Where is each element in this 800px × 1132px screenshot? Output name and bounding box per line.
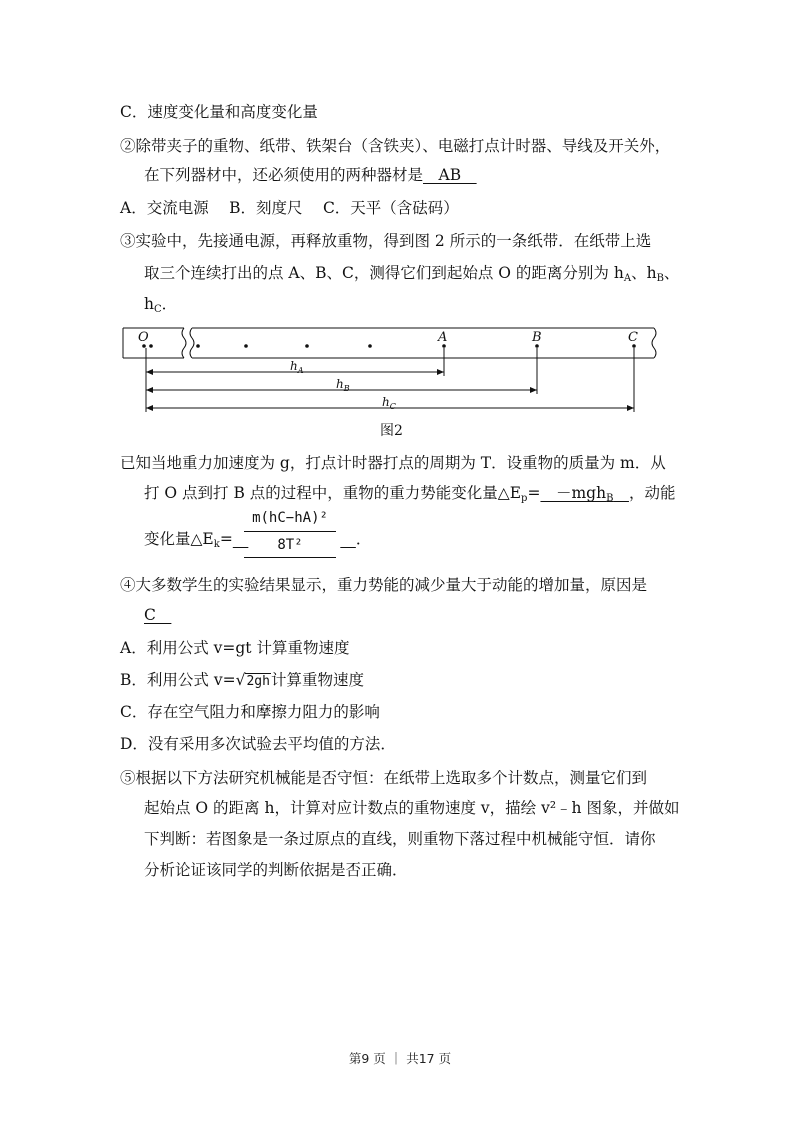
q2-line-2: 在下列器材中，还必须使用的两种器材是 AB xyxy=(144,166,477,184)
q5-line-2: 起始点 O 的距离 h，计算对应计数点的重物速度 v，描绘 v²﹣h 图象，并做如 xyxy=(144,799,680,817)
figure-caption: 图2 xyxy=(380,423,403,439)
hc-label: $h_C$ xyxy=(382,395,396,411)
point-c-label: C xyxy=(628,330,638,345)
q2-options: A．交流电源 B．刻度尺 C．天平（含砝码） xyxy=(120,199,459,217)
q4-option-a: A．利用公式 v=gt 计算重物速度 xyxy=(120,639,350,657)
tape-left-break xyxy=(182,328,186,358)
q4-line-1: ④大多数学生的实验结果显示，重力势能的减少量大于动能的增加量，原因是 xyxy=(120,576,648,594)
tape-end-break xyxy=(652,328,656,358)
known-line-2: 打 O 点到打 B 点的过程中，重物的重力势能变化量$\triangle E_p=$ －mgh$_B$ ，动能 xyxy=(144,484,676,504)
tape-dot xyxy=(149,344,153,348)
ek-denominator: 8T² xyxy=(277,537,303,553)
q2-line-1: ②除带夹子的重物、纸带、铁架台（含铁夹）、电磁打点计时器、导线及开关外， xyxy=(120,137,671,155)
known-line-1: 已知当地重力加速度为 g，打点计时器打点的周期为 T．设重物的质量为 m．从 xyxy=(120,454,666,472)
q4-answer-line xyxy=(144,604,171,626)
tape-dot xyxy=(305,344,309,348)
ep-answer: －mgh$_B$ xyxy=(540,484,614,504)
q4-option-c: C．存在空气阻力和摩擦力阻力的影响 xyxy=(120,703,380,721)
point-b-label: B xyxy=(532,330,542,345)
q5-line-1: ⑤根据以下方法研究机械能是否守恒：在纸带上选取多个计数点，测量它们到 xyxy=(120,769,648,787)
page-footer: 第9 页 ｜ 共17 页 xyxy=(348,1051,452,1066)
tape-right-break xyxy=(190,328,194,358)
q3-line-3: $h_C$． xyxy=(144,295,178,315)
q2-answer: AB xyxy=(423,166,477,184)
q5-line-4: 分析论证该同学的判断依据是否正确． xyxy=(144,861,408,879)
point-o-label: O xyxy=(138,330,149,345)
q3-line-2: 取三个连续打出的点 A、B、C，测得它们到起始点 O 的距离分别为 $h_A$、$h_B$、 xyxy=(144,264,680,284)
q4-answer: C xyxy=(144,606,172,624)
hb-label: $h_B$ xyxy=(336,377,350,393)
q1-option-c: C．速度变化量和高度变化量 xyxy=(120,103,318,121)
tape-dot xyxy=(244,344,248,348)
q4-option-b: B．利用公式 v=√2gh计算重物速度 xyxy=(120,671,364,689)
paper-tape-figure xyxy=(118,320,662,442)
q4-option-d: D．没有采用多次试验去平均值的方法． xyxy=(120,735,396,753)
q5-line-3: 下判断：若图象是一条过原点的直线，则重物下落过程中机械能守恒．请你 xyxy=(144,830,656,848)
known-line-3: 变化量$\triangle E_k=$ ． xyxy=(144,530,372,550)
ek-numerator: m(hC−hA)² xyxy=(244,508,336,532)
ha-label: $h_A$ xyxy=(290,359,304,375)
q3-line-1: ③实验中，先接通电源，再释放重物，得到图 2 所示的一条纸带．在纸带上选 xyxy=(120,232,652,250)
point-a-label: A xyxy=(438,330,448,345)
ek-answer-fraction xyxy=(244,508,336,558)
tape-dot xyxy=(368,344,372,348)
tape-dot xyxy=(196,344,200,348)
